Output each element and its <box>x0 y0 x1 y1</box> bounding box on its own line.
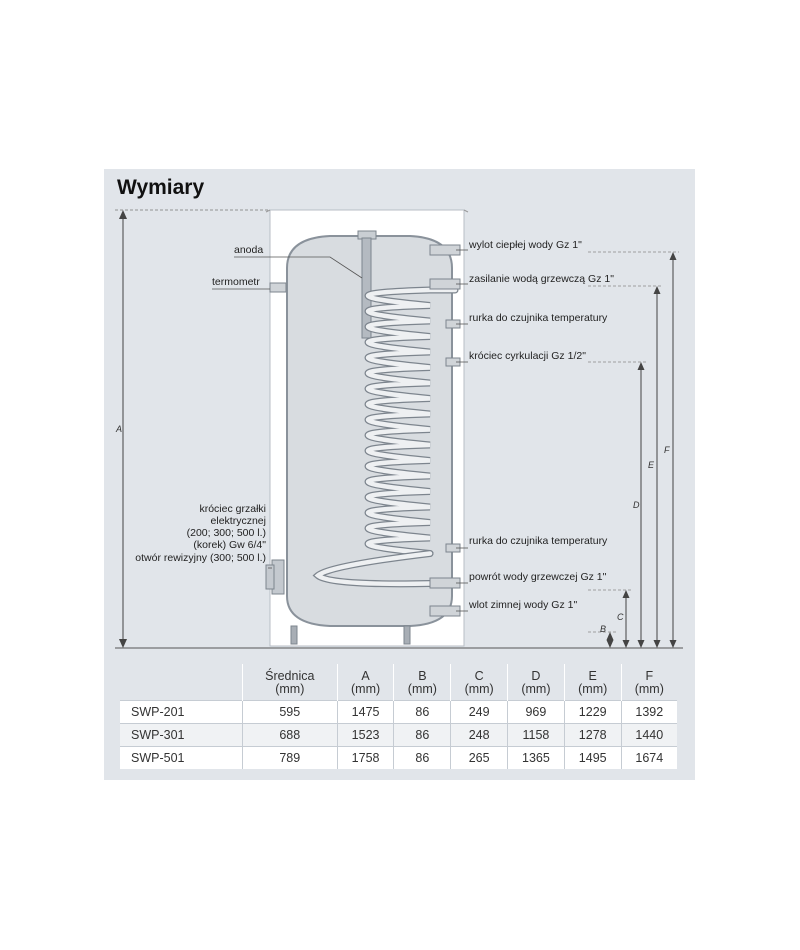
thermometer-stub <box>270 283 286 292</box>
dimensions-table <box>120 664 677 769</box>
cell-c: 248 <box>451 724 508 747</box>
cell-f: 1392 <box>621 701 677 724</box>
cell-a: 1758 <box>337 747 394 770</box>
dim-label-f: F <box>664 445 670 455</box>
header-f: F (mm) <box>621 664 677 701</box>
dim-arrow-bottom-b <box>607 640 614 648</box>
label-heater-line2: elektrycznej <box>210 515 266 527</box>
cell-e: 1495 <box>564 747 621 770</box>
dim-arrow-top-d <box>638 362 645 370</box>
table-row <box>120 747 677 770</box>
cell-diameter: 688 <box>242 724 337 747</box>
pipe-stub <box>430 279 460 289</box>
label-heater-line1: króciec grzałki <box>199 503 266 515</box>
table-header-row <box>120 664 677 701</box>
header-b: B (mm) <box>394 664 451 701</box>
cell-c: 265 <box>451 747 508 770</box>
dim-label-d: D <box>633 500 640 510</box>
table-row <box>120 724 677 747</box>
cell-e: 1229 <box>564 701 621 724</box>
label-sensor-bottom: rurka do czujnika temperatury <box>469 535 608 547</box>
cell-b: 86 <box>394 747 451 770</box>
label-sensor-top: rurka do czujnika temperatury <box>469 312 608 324</box>
header-a: A (mm) <box>337 664 394 701</box>
label-heater-line4: (korek) Gw 6/4" <box>193 539 266 551</box>
label-hot-outlet: wylot ciepłej wody Gz 1" <box>469 239 582 251</box>
header-model <box>120 664 242 701</box>
dim-arrow-top-c <box>623 590 630 598</box>
cell-model: SWP-301 <box>131 728 185 742</box>
dim-arrow-top-b <box>607 632 614 640</box>
header-e: E (mm) <box>564 664 621 701</box>
pipe-stub <box>430 245 460 255</box>
cell-a: 1523 <box>337 724 394 747</box>
dim-arrow-bottom-f <box>670 640 677 648</box>
label-heater-line3: (200; 300; 500 l.) <box>186 527 266 539</box>
cell-c: 249 <box>451 701 508 724</box>
dim-label-b: B <box>600 624 607 634</box>
pipe-stub <box>430 578 460 588</box>
cell-d: 1158 <box>508 724 565 747</box>
label-heater-line5: otwór rewizyjny (300; 500 l.) <box>135 552 266 564</box>
cell-d: 1365 <box>508 747 565 770</box>
cell-d: 969 <box>508 701 565 724</box>
cell-diameter: 789 <box>242 747 337 770</box>
heater-flange <box>266 560 284 594</box>
section-heading: Wymiary <box>117 176 205 199</box>
label-heating-return: powrót wody grzewczej Gz 1" <box>469 571 607 583</box>
dim-arrow-top-f <box>670 252 677 260</box>
cell-diameter: 595 <box>242 701 337 724</box>
pipe-stub <box>430 606 460 616</box>
label-thermometer: termometr <box>212 276 260 288</box>
label-circulation: króciec cyrkulacji Gz 1/2" <box>469 350 586 362</box>
label-anode: anoda <box>234 244 264 256</box>
cell-f: 1674 <box>621 747 677 770</box>
header-diameter: Średnica (mm) <box>242 664 337 701</box>
cell-b: 86 <box>394 701 451 724</box>
label-cold-inlet: wlot zimnej wody Gz 1" <box>469 599 578 611</box>
cell-model: SWP-201 <box>131 705 185 719</box>
label-heating-supply: zasilanie wodą grzewczą Gz 1" <box>469 273 614 285</box>
cell-e: 1278 <box>564 724 621 747</box>
header-c: C (mm) <box>451 664 508 701</box>
dim-label-e: E <box>648 460 655 470</box>
cell-a: 1475 <box>337 701 394 724</box>
dim-label-a: A <box>116 424 123 434</box>
cell-f: 1440 <box>621 724 677 747</box>
dim-arrow-bottom-e <box>654 640 661 648</box>
dim-arrow-bottom-d <box>638 640 645 648</box>
cell-b: 86 <box>394 724 451 747</box>
dim-arrow-bottom-c <box>623 640 630 648</box>
cell-model: SWP-501 <box>131 751 185 765</box>
header-d: D (mm) <box>508 664 565 701</box>
table-row <box>120 701 677 724</box>
dim-arrow-top-e <box>654 286 661 294</box>
dim-label-c: C <box>617 612 624 622</box>
